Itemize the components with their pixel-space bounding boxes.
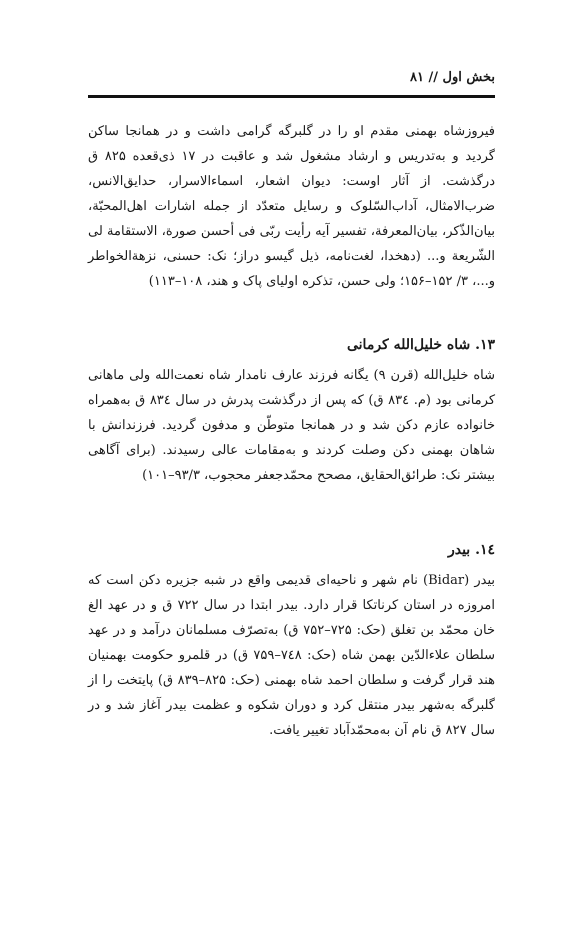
section-body-shah-khalilullah: شاه خلیل‌الله (قرن ۹) یگانه فرزند عارف نامدار شاه نعمت‌الله ولی ماهانی کرمانی بود (م. ۸۳٤ ق) که پس از درگذشت پدرش در سال ۸۳٤ ق به‌همراه خانواده عازم دکن شد و در همانجا متوطّن و مدفون گردید. فرزندانش با شاهان بهمنی دکن وصلت کردند و به‌مقامات عالی رسیدند. (برای آگاهی بیشتر نک: طرائق‌الحقایق، مصحح محمّدجعفر محجوب، ۹۳/۳–۱۰۱)	[88, 368, 496, 483]
section-title-bidar: ۱٤. بیدر	[447, 542, 495, 558]
header-rule	[88, 95, 495, 98]
book-page	[88, 0, 495, 950]
section-body-bidar: بیدر (Bidar) نام شهر و ناحیه‌ای قدیمی واقع در شبه جزیره دکن است که امروزه در استان کرناتکا قرار دارد. بیدر ابتدا در سال ۷۲۲ ق و در عهد الغ خان محمّد بن تغلق (حک: ۷۲۵–۷۵۲ ق) به‌تصرّف مسلمانان درآمد و در عهد سلطان علاءالدّین بهمن شاه (حک: ۷٤۸–۷۵۹ ق) در قلمرو حکومت بهمنیان هند قرار گرفت و سلطان احمد شاه بهمنی (حک: ۸۲۵–۸۳۹ ق) پایتخت را از گلبرگه به‌شهر بیدر منتقل کرد و دوران شکوه و عظمت بیدر آغاز شد و در سال ۸۲۷ ق نام آن به‌محمّدآباد تغییر یافت.	[88, 573, 496, 738]
running-head: بخش اول // ۸۱	[410, 70, 495, 85]
continued-paragraph: فیروزشاه بهمنی مقدم او را در گلبرگه گرامی داشت و در همانجا ساکن گردید و به‌تدریس و ارشاد مشغول شد و عاقبت در ۱۷ ذی‌قعده ۸۲۵ ق درگذشت. از آثار اوست: دیوان اشعار، اسماءالاسرار، حدایق‌الانس، ضرب‌الامثال، آداب‌السّلوک و رسایل متعدّد از جمله اشارات اهل‌المحبّة، بیان‌الذّکر، بیان‌المعرفة، تفسیر آیه رأیت ربّی فی أحسن صورة، الاستقامة لی الشّریعة و... (دهخدا، لغت‌نامه، ذیل گیسو دراز؛ نک: حسنی، نزهة‌الخواطر و...، ۳/ ۱۵۲–۱۵۶؛ ولی حسن، تذکره اولیای پاک و هند، ۱۰۸–۱۱۳)	[88, 124, 495, 289]
section-title-shah-khalilullah: ۱۳. شاه خلیل‌الله کرمانی	[346, 337, 495, 353]
